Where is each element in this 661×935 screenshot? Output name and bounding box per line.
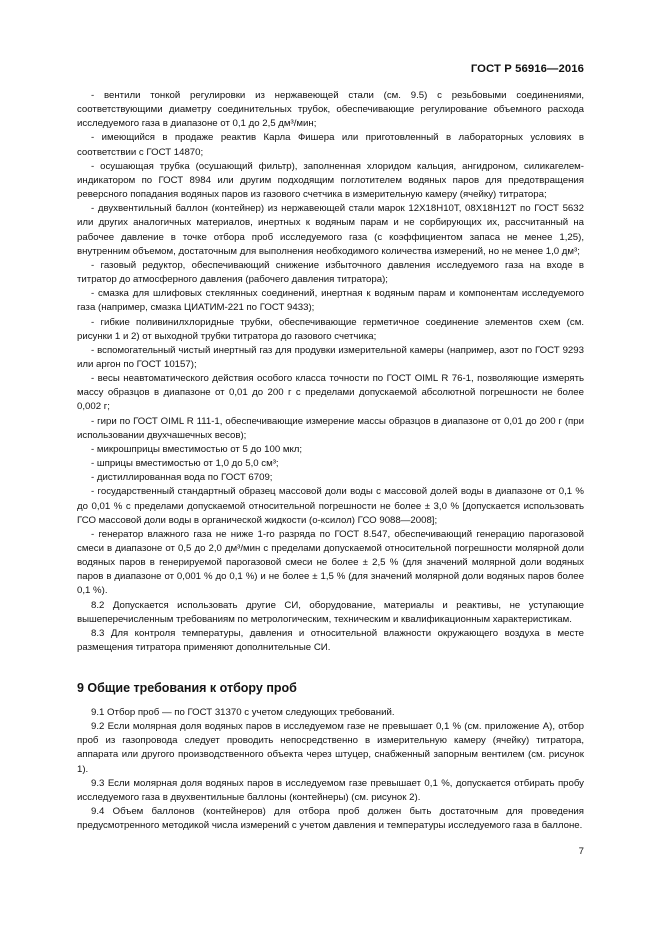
- list-item: - осушающая трубка (осушающий фильтр), заполненная хлоридом кальция, ангидроном, силикагелем-индикатором по ГОСТ 8984 или другим подходящим поглотителем водяных паров для предотвращения реверсного попадания водяных паров из газового счетчика в измерительную камеру (ячейку) титратора;: [77, 160, 584, 201]
- list-item: - государственный стандартный образец массовой доли воды с массовой долей воды в диапазоне от 0,1 % до 0,01 % с пределами допускаемой относительной погрешности не более ± 3,0 % [допускается использовать ГСО массовой доли воды в органической жидкости (о-ксилол) ГСО 9088—2008];: [77, 486, 584, 526]
- paragraph-9-1: 9.1 Отбор проб — по ГОСТ 31370 с учетом следующих требований.: [91, 707, 395, 718]
- paragraph-8-3: 8.3 Для контроля температуры, давления и относительной влажности окружающего воздуха в месте размещения титратора применяют дополнительные СИ.: [77, 627, 584, 654]
- paragraph-8-2: 8.2 Допускается использовать другие СИ, оборудование, материалы и реактивы, не уступающие вышеперечисленным требованиям по метрологическим, техническим и квалификационным характеристикам.: [77, 599, 584, 625]
- list-item: - гибкие поливинилхлоридные трубки, обеспечивающие герметичное соединение элементов схем (см. рисунки 1 и 2) от выходной трубки титратора до газового счетчика;: [77, 316, 584, 342]
- list-item: - вспомогательный чистый инертный газ для продувки измерительной камеры (например, азот по ГОСТ 9293 или аргон по ГОСТ 10157);: [77, 344, 584, 370]
- list-item: - дистиллированная вода по ГОСТ 6709;: [91, 472, 273, 484]
- paragraph-9-3: 9.3 Если молярная доля водяных паров в исследуемом газе превышает 0,1 %, допускается отбирать пробу исследуемого газа в двухвентильные баллоны (контейнеры) (см. рисунок 2).: [77, 777, 584, 803]
- section-9-heading: 9 Общие требования к отбору проб: [77, 681, 297, 695]
- list-item: - шприцы вместимостью от 1,0 до 5,0 см³;: [91, 458, 279, 470]
- list-item: - гири по ГОСТ OIML R 111-1, обеспечивающие измерение массы образцов в диапазоне от 0,01 до 200 г (при использовании двухчашечных весов);: [77, 415, 584, 441]
- list-item: - микрошприцы вместимостью от 5 до 100 мкл;: [91, 443, 303, 455]
- paragraph-9-2: 9.2 Если молярная доля водяных паров в исследуемом газе не превышает 0,1 % (см. приложение А), отбор проб из газопровода следует проводить непосредственно в измерительную камеру (ячейку) титратора, аппарата или другого производственного объекта через штуцер, снабженный запорным вентилем (см. рисунок 1).: [77, 721, 584, 775]
- list-item: - имеющийся в продаже реактив Карла Фишера или приготовленный в лабораторных условиях в соответствии с ГОСТ 14870;: [77, 132, 584, 158]
- list-item: - весы неавтоматического действия особого класса точности по ГОСТ OIML R 76-1, позволяющие измерять массу образцов в диапазоне от 0,01 до 200 г с пределами допускаемой абсолютной погрешности не более 0,002 г;: [77, 373, 584, 413]
- list-item: - смазка для шлифовых стеклянных соединений, инертная к водяным парам и компонентам исследуемого газа (например, смазка ЦИАТИМ-221 по ГОСТ 9433);: [77, 288, 584, 314]
- section-8-equipment-list: [77, 89, 584, 655]
- section-9-body: [77, 706, 584, 833]
- list-item: - генератор влажного газа не ниже 1-го разряда по ГОСТ 8.547, обеспечивающий генерацию парогазовой смеси в диапазоне от 0,5 до 2,0 дм³/мин с пределами допускаемой относительной погрешности молярной доли водяных паров в генерируемой парогазовой смеси не более ± 2,5 % (для значений молярной доли водяных паров в диапазоне от 0,001 % до 0,1 %) и не более ± 1,5 % (для значений молярной доли водяных паров более 0,1 %).: [77, 528, 584, 597]
- list-item: - газовый редуктор, обеспечивающий снижение избыточного давления исследуемого газа на входе в титратор до атмосферного давления (рабочего давления титратора);: [77, 259, 584, 286]
- list-item: - двухвентильный баллон (контейнер) из нержавеющей стали марок 12Х18Н10Т, 08Х18Н12Т по ГОСТ 5632 или других аналогичных материалов, инертных к водяным парам и не сорбирующих их, рассчитанный на рабочее давление в точке отбора проб исследуемого газа (с коэффициентом запаса не менее 1,25), внутренним объемом, достаточным для выполнения необходимого количества измерений, но не менее 1,0 дм³;: [77, 203, 584, 257]
- list-item: - вентили тонкой регулировки из нержавеющей стали (см. 9.5) с резьбовыми соединениями, соответствующими диаметру соединительных трубок, обеспечивающие регулирование объемного расхода исследуемого газа в диапазоне от 0,1 до 2,5 дм³/мин;: [77, 90, 584, 130]
- page-number: 7: [578, 846, 584, 857]
- paragraph-9-4: 9.4 Объем баллонов (контейнеров) для отбора проб должен быть достаточным для проведения предусмотренного методикой числа измерений с учетом давления и температуры исследуемого газа в баллоне.: [77, 806, 584, 832]
- standard-code-header: ГОСТ Р 56916—2016: [470, 63, 584, 75]
